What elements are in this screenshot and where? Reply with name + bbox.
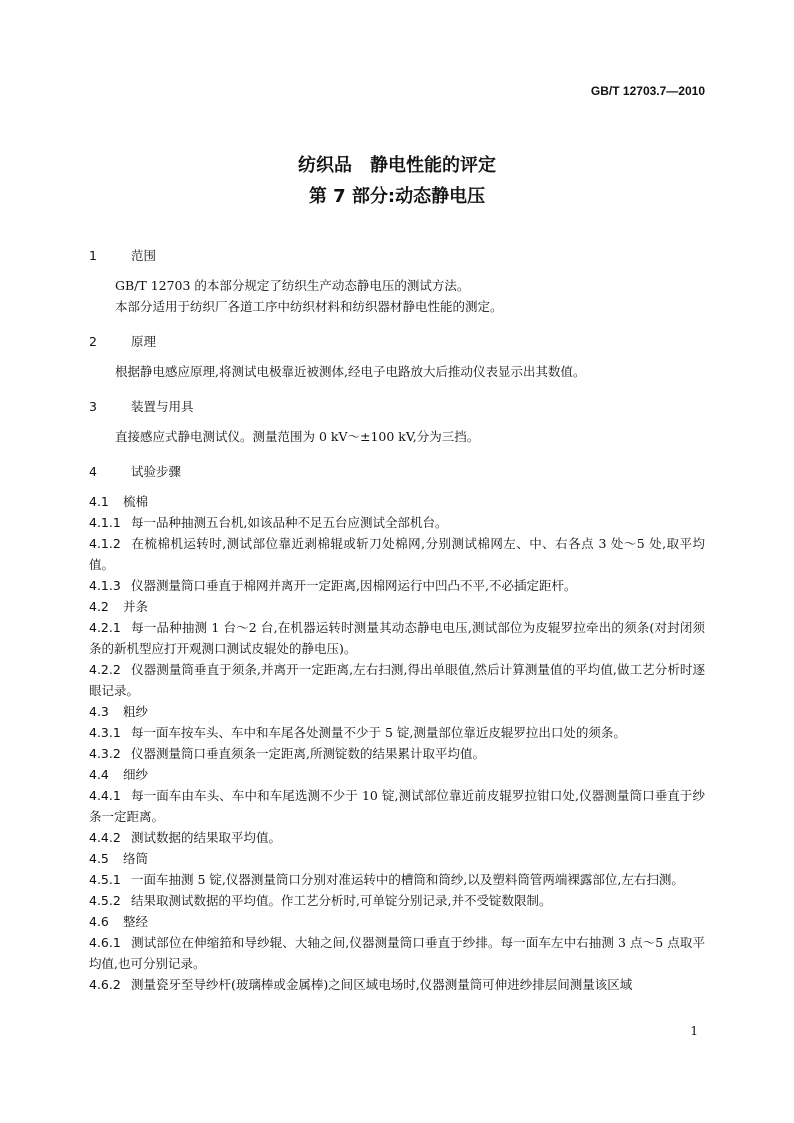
clause-title: 并条 <box>123 599 149 614</box>
clause-item-text: 一面车抽测 5 锭,仪器测量筒口分别对准运转中的槽筒和筒纱,以及塑料筒管两端裸露部位,左右扫测。 <box>131 872 684 887</box>
clause-title: 梳棉 <box>123 494 149 509</box>
clause-item-text: 在梳棉机运转时,测试部位靠近剥棉辊或斩刀处棉网,分别测试棉网左、中、右各点 3 处～5 处,取平均值。 <box>89 536 705 572</box>
clause-item-number: 4.6.1 <box>89 935 121 950</box>
clause-item <box>89 974 705 995</box>
clause-item-text: 测量瓷牙至导纱杆(玻璃棒或金属棒)之间区域电场时,仪器测量筒可伸进纱排层间测量该区域 <box>131 977 633 992</box>
section-3 <box>89 396 705 447</box>
clause-title: 细纱 <box>123 767 149 782</box>
clause-item <box>89 533 705 575</box>
paragraph: GB/T 12703 的本部分规定了纺织生产动态静电压的测试方法。 <box>115 278 470 293</box>
clause-heading <box>89 491 705 512</box>
clause-number: 4.2 <box>89 599 109 614</box>
section-4 <box>89 461 705 482</box>
clause-item-text: 仪器测量筒口垂直于棉网并离开一定距离,因棉网运行中凹凸不平,不必插定距杆。 <box>131 578 577 593</box>
clause-item-text: 仪器测量筒垂直于须条,并离开一定距离,左右扫测,得出单眼值,然后计算测量值的平均值,做工艺分析时逐眼记录。 <box>89 662 705 698</box>
clause-item-number: 4.1.2 <box>89 536 121 551</box>
clause-item-number: 4.5.2 <box>89 893 121 908</box>
document-title: 纺织品 静电性能的评定 <box>298 155 496 176</box>
clause-number: 4.1 <box>89 494 109 509</box>
clause-item <box>89 722 705 743</box>
section-title: 原理 <box>131 334 157 349</box>
clause-title: 络筒 <box>123 851 149 866</box>
document-code: GB/T 12703.7—2010 <box>590 84 705 98</box>
section-number: 2 <box>89 334 97 349</box>
clause-item <box>89 512 705 533</box>
clause-number: 4.6 <box>89 914 109 929</box>
section-title: 范围 <box>131 248 157 263</box>
section-number: 3 <box>89 399 97 414</box>
clause-heading <box>89 596 705 617</box>
section-2 <box>89 331 705 382</box>
section-heading <box>89 461 705 482</box>
paragraph: 直接感应式静电测试仪。测量范围为 0 kV～±100 kV,分为三挡。 <box>115 429 480 444</box>
section-1 <box>89 245 705 317</box>
clause-item <box>89 827 705 848</box>
section-number: 4 <box>89 464 97 479</box>
clause-item <box>89 785 705 827</box>
clause-item-text: 测试部位在伸缩筘和导纱辊、大轴之间,仪器测量筒口垂直于纱排。每一面车左中右抽测 3 点～5 点取平均值,也可分别记录。 <box>89 935 705 971</box>
section-number: 1 <box>89 248 97 263</box>
clause-item-text: 每一面车按车头、车中和车尾各处测量不少于 5 锭,测量部位靠近皮辊罗拉出口处的须条。 <box>131 725 626 740</box>
clause-title: 粗纱 <box>123 704 149 719</box>
clause-item <box>89 575 705 596</box>
clause-item <box>89 890 705 911</box>
clause-item-text: 测试数据的结果取平均值。 <box>131 830 282 845</box>
clause-item-number: 4.1.3 <box>89 578 121 593</box>
clause-heading <box>89 848 705 869</box>
clause-number: 4.3 <box>89 704 109 719</box>
clause-item-number: 4.6.2 <box>89 977 121 992</box>
clause-item-text: 每一品种抽测五台机,如该品种不足五台应测试全部机台。 <box>131 515 448 530</box>
clause-item-text: 仪器测量筒口垂直须条一定距离,所测锭数的结果累计取平均值。 <box>131 746 485 761</box>
clause-number: 4.5 <box>89 851 109 866</box>
clause-item <box>89 932 705 974</box>
clause-item-text: 每一品种抽测 1 台～2 台,在机器运转时测量其动态静电电压,测试部位为皮辊罗拉牵出的须条(对封闭须条的新机型应打开观测口测试皮辊处的静电压)。 <box>89 620 705 656</box>
clause-item-number: 4.4.2 <box>89 830 121 845</box>
clause-item-number: 4.3.1 <box>89 725 121 740</box>
clause-heading <box>89 701 705 722</box>
section-heading <box>89 331 705 352</box>
clause-title: 整经 <box>123 914 149 929</box>
section-heading <box>89 245 705 266</box>
clause-item-number: 4.4.1 <box>89 788 121 803</box>
section-heading <box>89 396 705 417</box>
clause-item-number: 4.3.2 <box>89 746 121 761</box>
page-number: 1 <box>690 1024 698 1038</box>
clause-item-number: 4.2.1 <box>89 620 121 635</box>
clause-item-number: 4.2.2 <box>89 662 121 677</box>
clause-heading <box>89 764 705 785</box>
section-title: 试验步骤 <box>131 464 182 479</box>
clause-list <box>89 491 705 995</box>
clause-item-text: 结果取测试数据的平均值。作工艺分析时,可单锭分别记录,并不受锭数限制。 <box>131 893 552 908</box>
clause-item <box>89 659 705 701</box>
clause-item-number: 4.1.1 <box>89 515 121 530</box>
clause-number: 4.4 <box>89 767 109 782</box>
clause-item <box>89 743 705 764</box>
document-body <box>89 245 705 995</box>
document-subtitle: 第 7 部分:动态静电压 <box>308 186 486 207</box>
clause-item-text: 每一面车由车头、车中和车尾选测不少于 10 锭,测试部位靠近前皮辊罗拉钳口处,仪器测量筒口垂直于纱条一定距离。 <box>89 788 705 824</box>
clause-item <box>89 617 705 659</box>
clause-item <box>89 869 705 890</box>
paragraph: 本部分适用于纺织厂各道工序中纺织材料和纺织器材静电性能的测定。 <box>115 299 503 314</box>
clause-item-number: 4.5.1 <box>89 872 121 887</box>
clause-heading <box>89 911 705 932</box>
section-title: 装置与用具 <box>131 399 194 414</box>
paragraph: 根据静电感应原理,将测试电极靠近被测体,经电子电路放大后推动仪表显示出其数值。 <box>115 364 586 379</box>
